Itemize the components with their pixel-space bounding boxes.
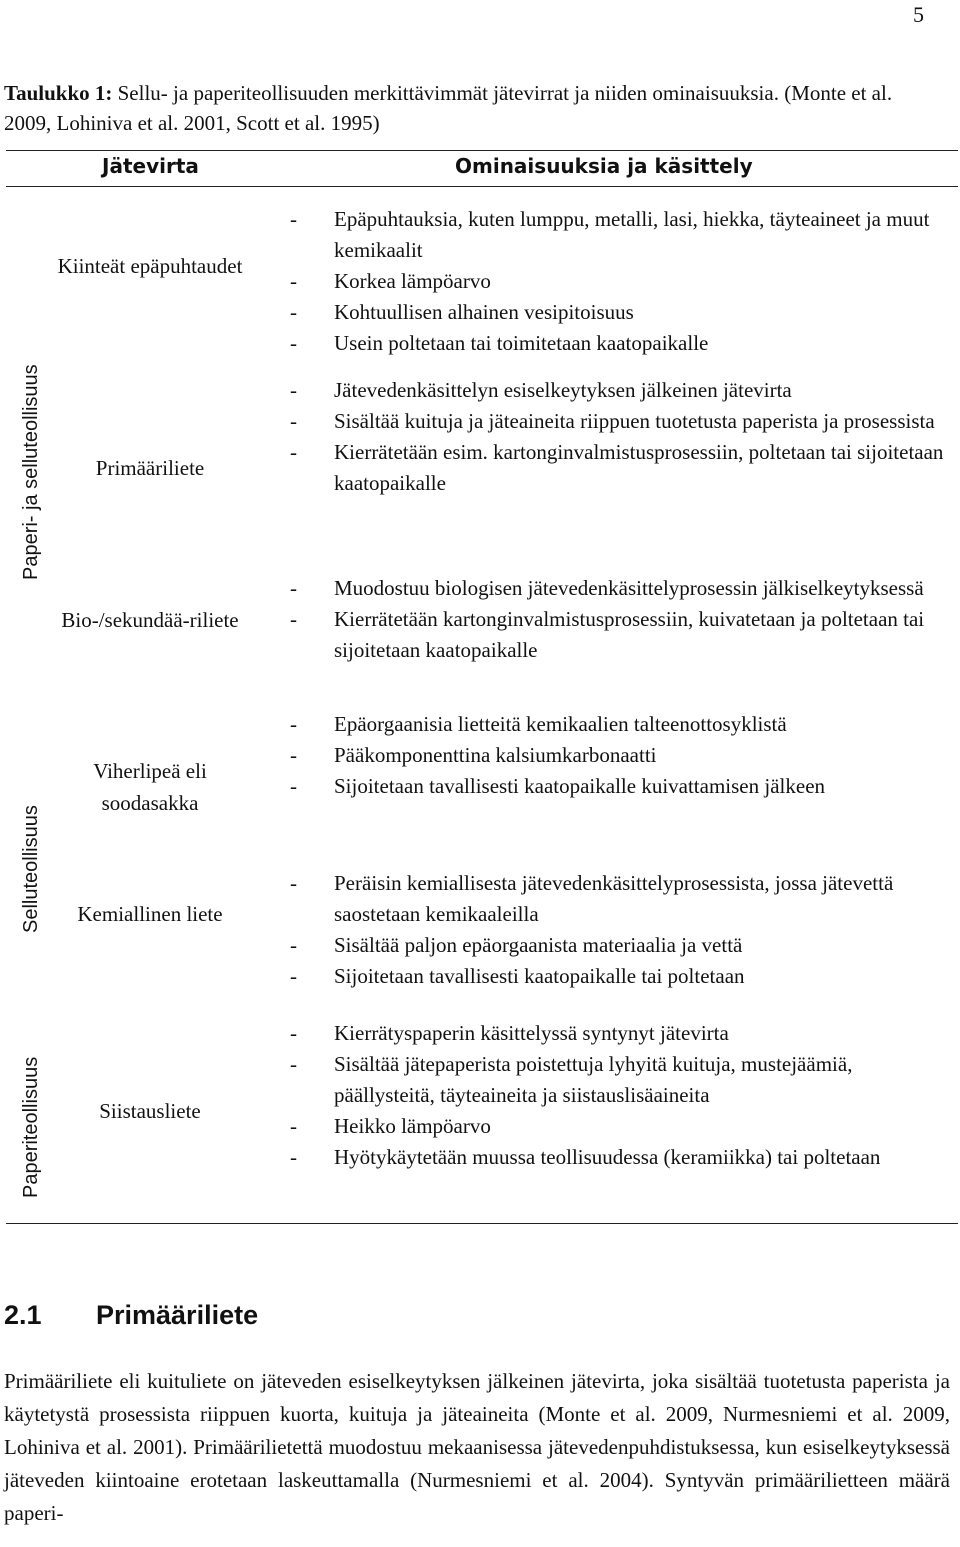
list-item: - Kierrätetään kartonginvalmistusprosessiin, kuivatetaan ja poltetaan tai sijoitetaan kaatopaikalle	[290, 607, 925, 662]
caption-label: Taulukko 1:	[4, 81, 113, 105]
list-item: - Usein poltetaan tai toimitetaan kaatopaikalle	[290, 331, 709, 355]
list-item: - Kierrätyspaperin käsittelyssä syntynyt jätevirta	[290, 1021, 729, 1045]
stream-green-liquor: Viherlipeä eli soodasakka	[93, 759, 207, 815]
table-bottom-rule	[6, 1223, 958, 1224]
table-header-rule	[6, 186, 958, 187]
properties-list	[288, 1018, 956, 1173]
list-item: - Epäorgaanisia lietteitä kemikaalien talteenottosyklistä	[290, 712, 787, 736]
properties-list	[288, 709, 956, 802]
page-number: 5	[913, 2, 924, 27]
list-item: - Peräisin kemiallisesta jätevedenkäsittelyprosessista, jossa jätevettä saostetaan kemikaaleilla	[290, 871, 894, 926]
list-item: - Sijoitetaan tavallisesti kaatopaikalle tai poltetaan	[290, 964, 745, 988]
list-item: - Heikko lämpöarvo	[290, 1114, 491, 1138]
stream-primary-sludge: Primääriliete	[95, 456, 205, 480]
stream-deinking-sludge: Siistausliete	[99, 1099, 201, 1123]
list-item: - Sisältää kuituja ja jäteaineita riippuen tuotetusta paperista ja prosessista	[290, 409, 935, 433]
section-title: Primääriliete	[96, 1300, 259, 1330]
table-top-rule	[6, 150, 958, 151]
list-item: - Hyötykäytetään muussa teollisuudessa (keramiikka) tai poltetaan	[290, 1145, 881, 1169]
section-heading	[4, 1300, 258, 1331]
list-item: - Kierrätetään esim. kartonginvalmistusprosessiin, poltetaan tai sijoitetaan kaatopaikalle	[290, 440, 944, 495]
header-properties: Ominaisuuksia ja käsittely	[455, 154, 753, 178]
properties-list	[288, 573, 956, 666]
list-item: - Muodostuu biologisen jätevedenkäsittelyprosessin jälkiselkeytyksessä	[290, 576, 924, 600]
list-item: - Jätevedenkäsittelyn esiselkeytyksen jälkeinen jätevirta	[290, 378, 792, 402]
properties-list	[288, 375, 956, 499]
list-item: - Sisältää paljon epäorgaanista materiaalia ja vettä	[290, 933, 743, 957]
stream-solid-impurities: Kiinteät epäpuhtaudet	[57, 254, 243, 278]
table-caption	[4, 78, 944, 138]
list-item: - Sijoitetaan tavallisesti kaatopaikalle kuivattamisen jälkeen	[290, 774, 826, 798]
list-item: - Pääkomponenttina kalsiumkarbonaatti	[290, 743, 657, 767]
section-number: 2.1	[4, 1300, 42, 1330]
list-item: - Korkea lämpöarvo	[290, 269, 491, 293]
properties-list	[288, 868, 956, 992]
list-item: - Kohtuullisen alhainen vesipitoisuus	[290, 300, 634, 324]
category-paper-pulp: Paperi- ja selluteollisuus	[20, 364, 42, 580]
properties-list	[288, 204, 956, 359]
stream-bio-sludge: Bio-/sekundää-riliete	[61, 608, 239, 632]
header-stream: Jätevirta	[102, 154, 199, 178]
body-paragraph: Primääriliete eli kuituliete on jäteveden esiselkeytyksen jälkeinen jätevirta, joka sisältää tuotetusta paperista ja käytetystä prosessista riippuen kuorta, kuituja ja jäteaineita (Monte et al. 2009, Nurmesniemi et al. 2009, Lohiniva et al. 2001). Primäärilietettä muodostuu mekaanisessa jätevedenpuhdistuksessa, kun esiselkeytyksessä jäteveden kiintoaine erotetaan laskeuttamalla (Nurmesniemi et al. 2004). Syntyvän primäärilietteen määrä paperi-	[4, 1369, 950, 1525]
stream-chemical-sludge: Kemiallinen liete	[77, 902, 223, 926]
category-pulp: Selluteollisuus	[20, 805, 42, 933]
category-paper: Paperiteollisuus	[20, 1056, 42, 1198]
list-item: - Sisältää jätepaperista poistettuja lyhyitä kuituja, mustejäämiä, päällysteitä, täyteaineita ja siistauslisäaineita	[290, 1052, 853, 1107]
list-item: - Epäpuhtauksia, kuten lumppu, metalli, lasi, hiekka, täyteaineet ja muut kemikaalit	[290, 207, 930, 262]
caption-text: Sellu- ja paperiteollisuuden merkittävimmät jätevirrat ja niiden ominaisuuksia. (Monte et al. 2009, Lohiniva et al. 2001, Scott et al. 1995)	[4, 81, 893, 135]
